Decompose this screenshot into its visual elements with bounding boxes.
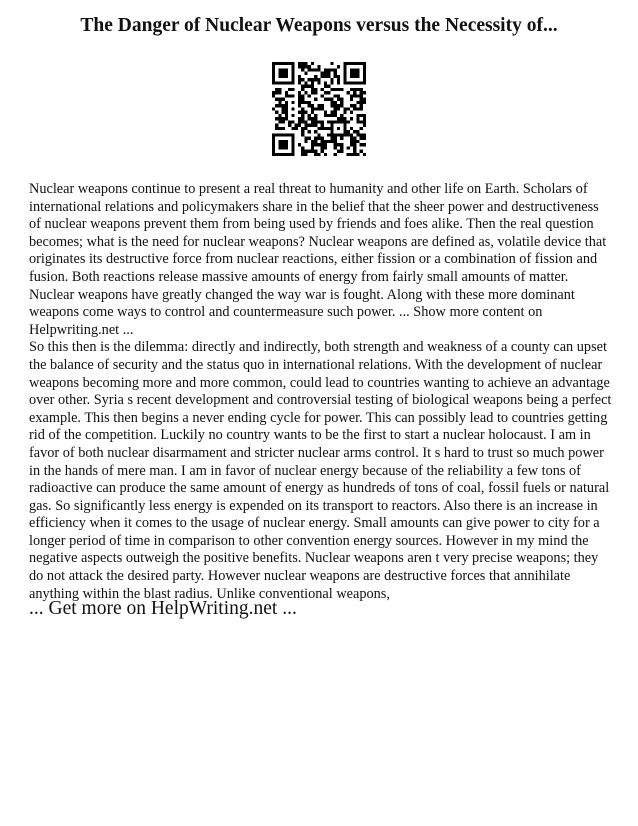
- document-title: The Danger of Nuclear Weapons versus the Necessity of...: [80, 15, 558, 36]
- paragraph-1: Nuclear weapons continue to present a real threat to humanity and other life on Earth. Scholars of international relations and policymakers share in the belief that the sheer power and destructiveness of nuclear weapons prevent them from being used by friends and foes alike. Then the real question becomes; what is the need for nuclear weapons? Nuclear weapons are defined as, volatile device that originates its destructive force from nuclear reactions, either fission or a combination of fission and fusion. Both reactions release massive amounts of energy from fairly small amounts of matter. Nuclear weapons have greatly changed the way war is fought. Along with these more dominant weapons come ways to control and countermeasure such power. ... Show more content on Helpwriting.net ...: [29, 181, 607, 338]
- qr-code-icon: [272, 62, 366, 156]
- document-body: [29, 181, 613, 603]
- get-more-link[interactable]: ... Get more on HelpWriting.net ...: [29, 598, 297, 619]
- paragraph-2: So this then is the dilemma: directly and indirectly, both strength and weakness of a county can upset the balance of security and the status quo in international relations. With the development of nuclear weapons becoming more and more common, could lead to countries wanting to achieve an advantage over other. Syria s recent development and controversial testing of biological weapons being a perfect example. This then begins a never ending cycle for power. This can possibly lead to countries getting rid of the competition. Luckily no country wants to be the first to start a nuclear holocaust. I am in favor of both nuclear disarmament and stricter nuclear arms control. It s hard to trust so much power in the hands of mere man. I am in favor of nuclear energy because of the reliability a few tons of radioactive can produce the same amount of energy as hundreds of tons of coal, fossil fuels or natural gas. So significantly less energy is expended on its transport to reactors. Also there is an increase in efficiency when it comes to the usage of nuclear energy. Small amounts can give power to city for a longer period of time in comparison to other convention energy sources. However in my mind the negative aspects outweigh the positive benefits. Nuclear weapons aren t very precise weapons; they do not attack the desired party. However nuclear weapons are destructive forces that annihilate anything within the blast radius. Unlike conventional weapons,: [29, 339, 612, 602]
